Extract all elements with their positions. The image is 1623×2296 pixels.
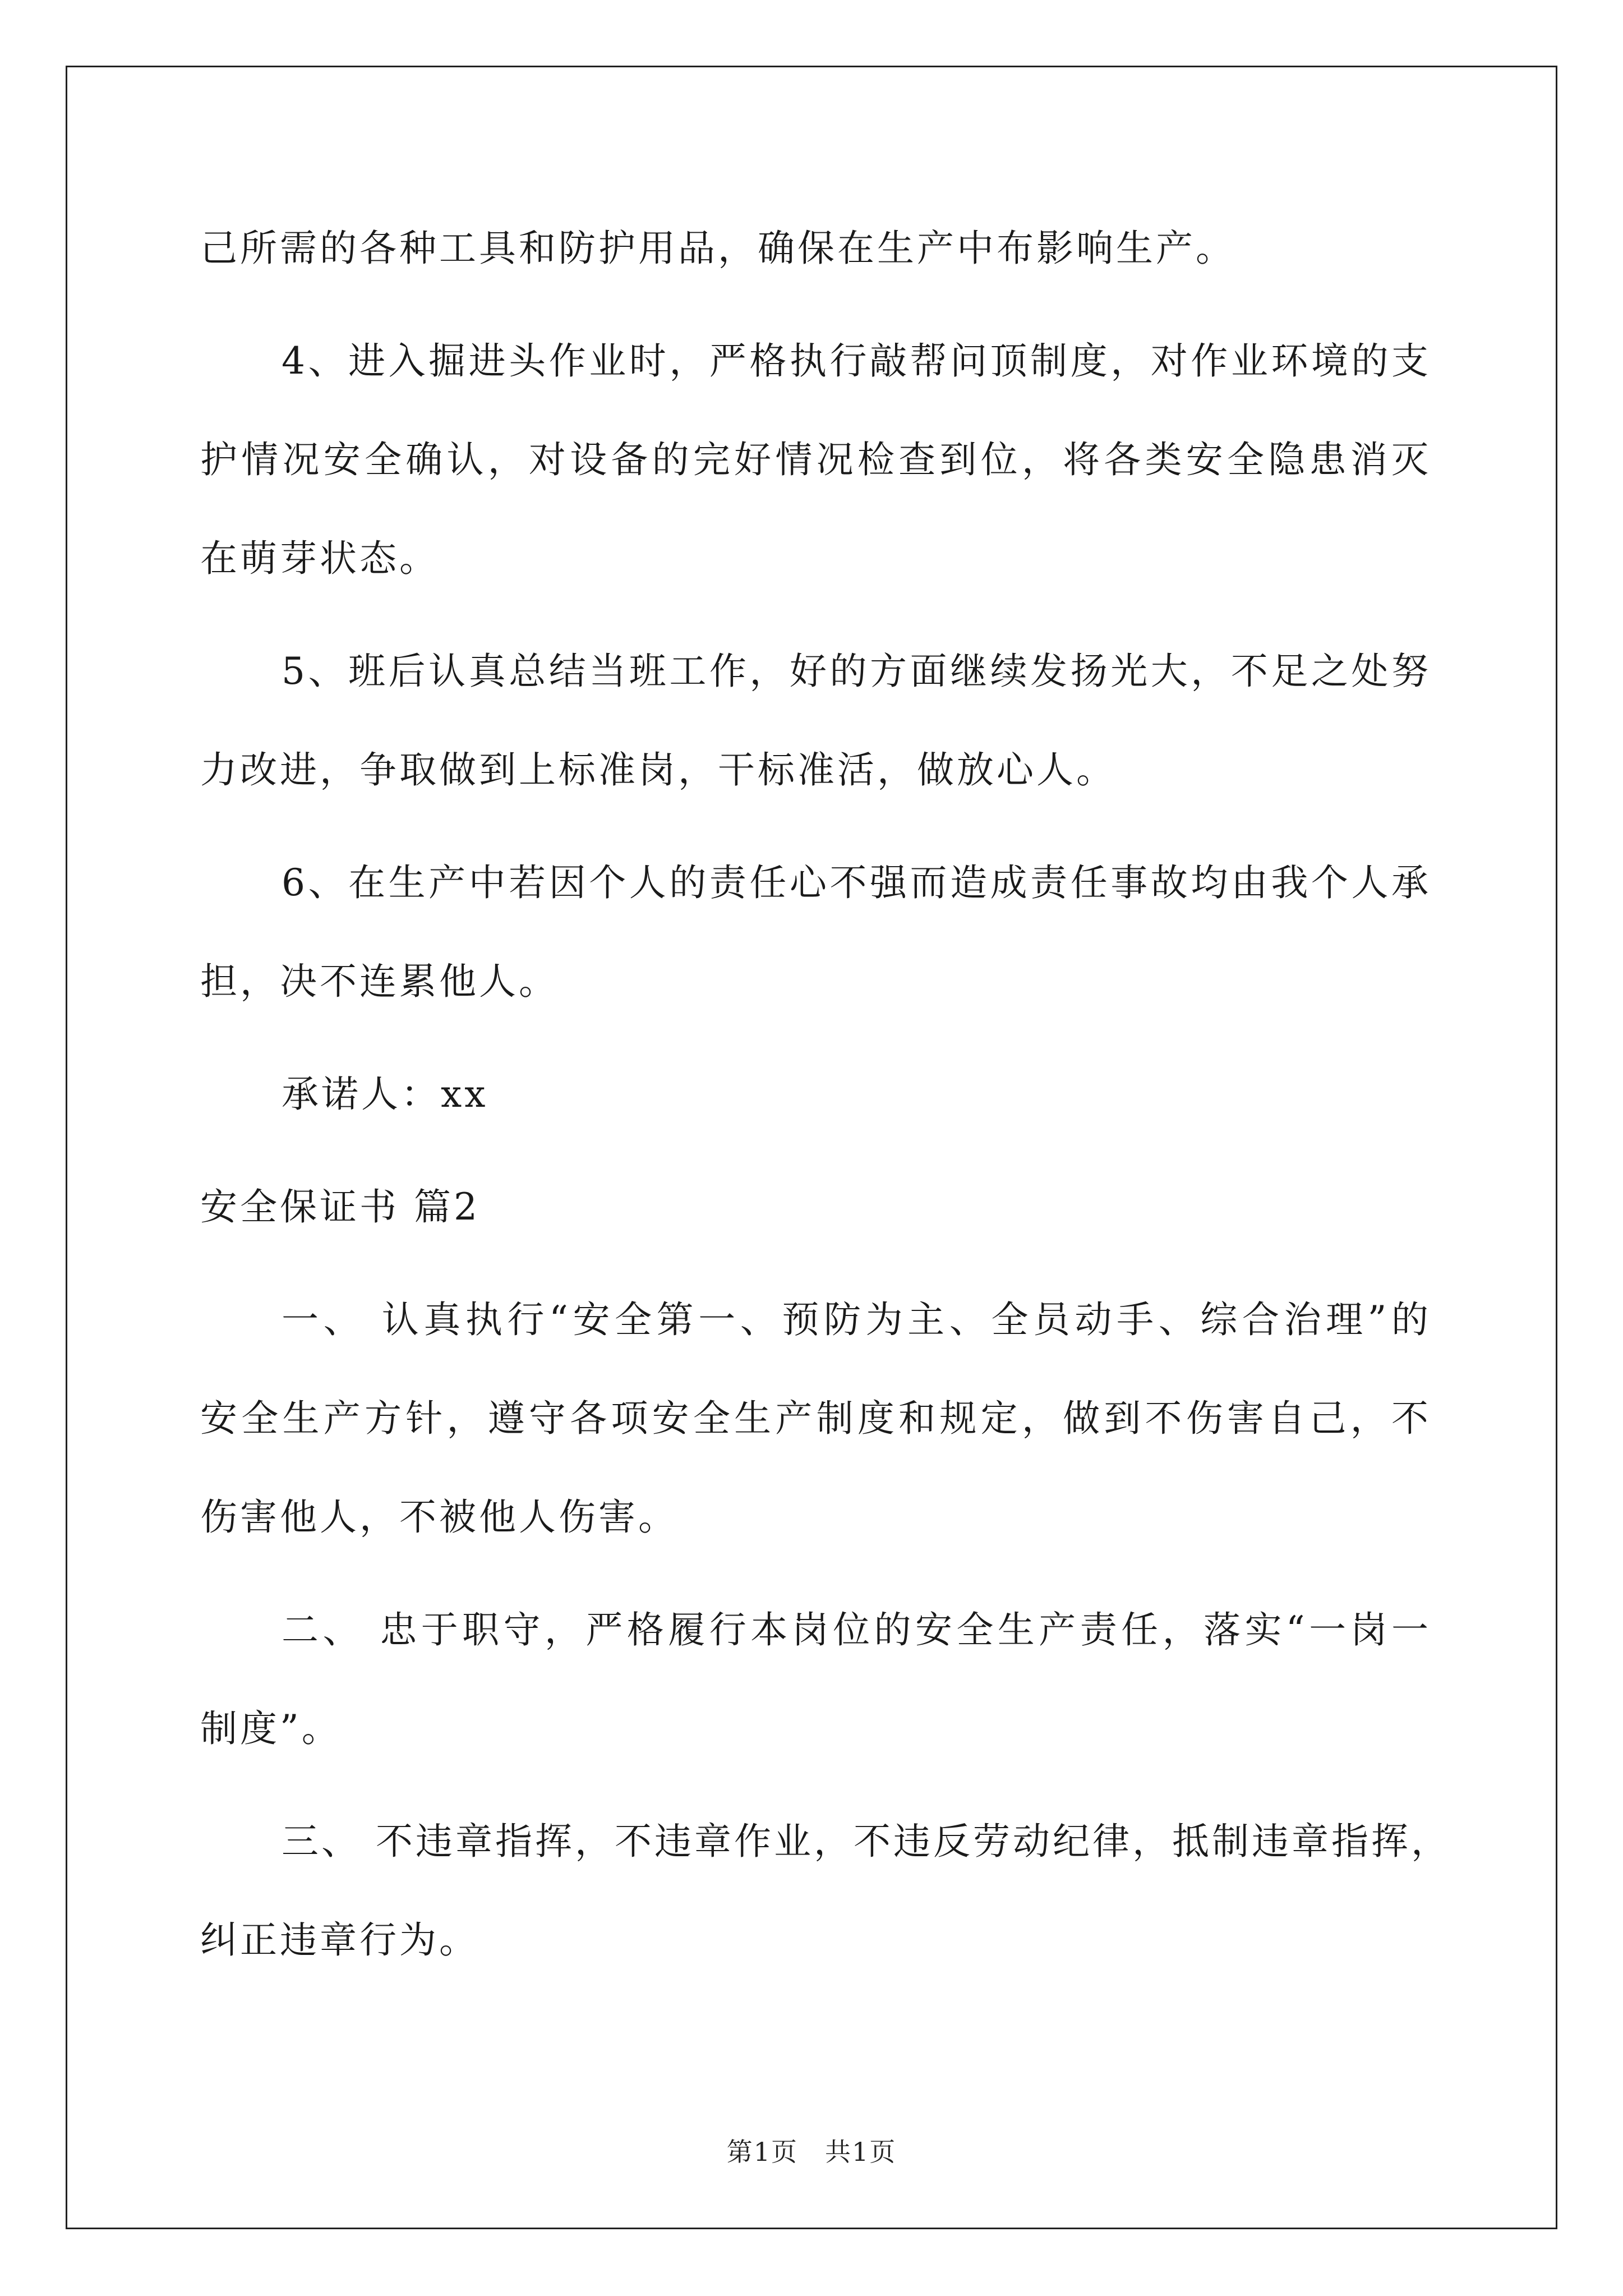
- document-body: [200, 199, 1451, 1990]
- page-footer: 第1页 共1页: [726, 2137, 897, 2167]
- paragraph-line: 己所需的各种工具和防护用品，确保在生产中布影响生产。: [200, 227, 1235, 270]
- paragraph-line: 制度”。: [200, 1707, 342, 1750]
- paragraph-line: 一、 认真执行“安全第一、预防为主、全员动手、综合治理”的: [282, 1298, 1431, 1341]
- paragraph-line: 伤害他人，不被他人伤害。: [200, 1496, 678, 1539]
- paragraph-line: 4、进入掘进头作业时，严格执行敲帮问顶制度，对作业环境的支: [282, 339, 1431, 383]
- paragraph-line: 担，决不连累他人。: [200, 960, 559, 1003]
- paragraph-line: 力改进，争取做到上标准岗，干标准活，做放心人。: [200, 748, 1116, 792]
- paragraph-line: 在萌芽状态。: [200, 537, 439, 580]
- paragraph-line: 纠正违章行为。: [200, 1918, 479, 1962]
- paragraph-line: 5、班后认真总结当班工作，好的方面继续发扬光大，不足之处努: [282, 650, 1431, 693]
- paragraph-line: 6、在生产中若因个人的责任心不强而造成责任事故均由我个人承: [282, 861, 1431, 904]
- paragraph-line: 安全生产方针，遵守各项安全生产制度和规定，做到不伤害自己，不: [200, 1397, 1431, 1440]
- paragraph-line: 二、 忠于职守，严格履行本岗位的安全生产责任，落实“一岗一: [282, 1608, 1431, 1651]
- section-heading: 安全保证书 篇2: [200, 1185, 480, 1228]
- paragraph-line: 护情况安全确认，对设备的完好情况检查到位，将各类安全隐患消灭: [200, 438, 1431, 481]
- paragraph-line: 三、 不违章指挥，不违章作业，不违反劳动纪律，抵制违章指挥，: [282, 1820, 1451, 1863]
- paragraph-line: 承诺人：xx: [282, 1073, 488, 1116]
